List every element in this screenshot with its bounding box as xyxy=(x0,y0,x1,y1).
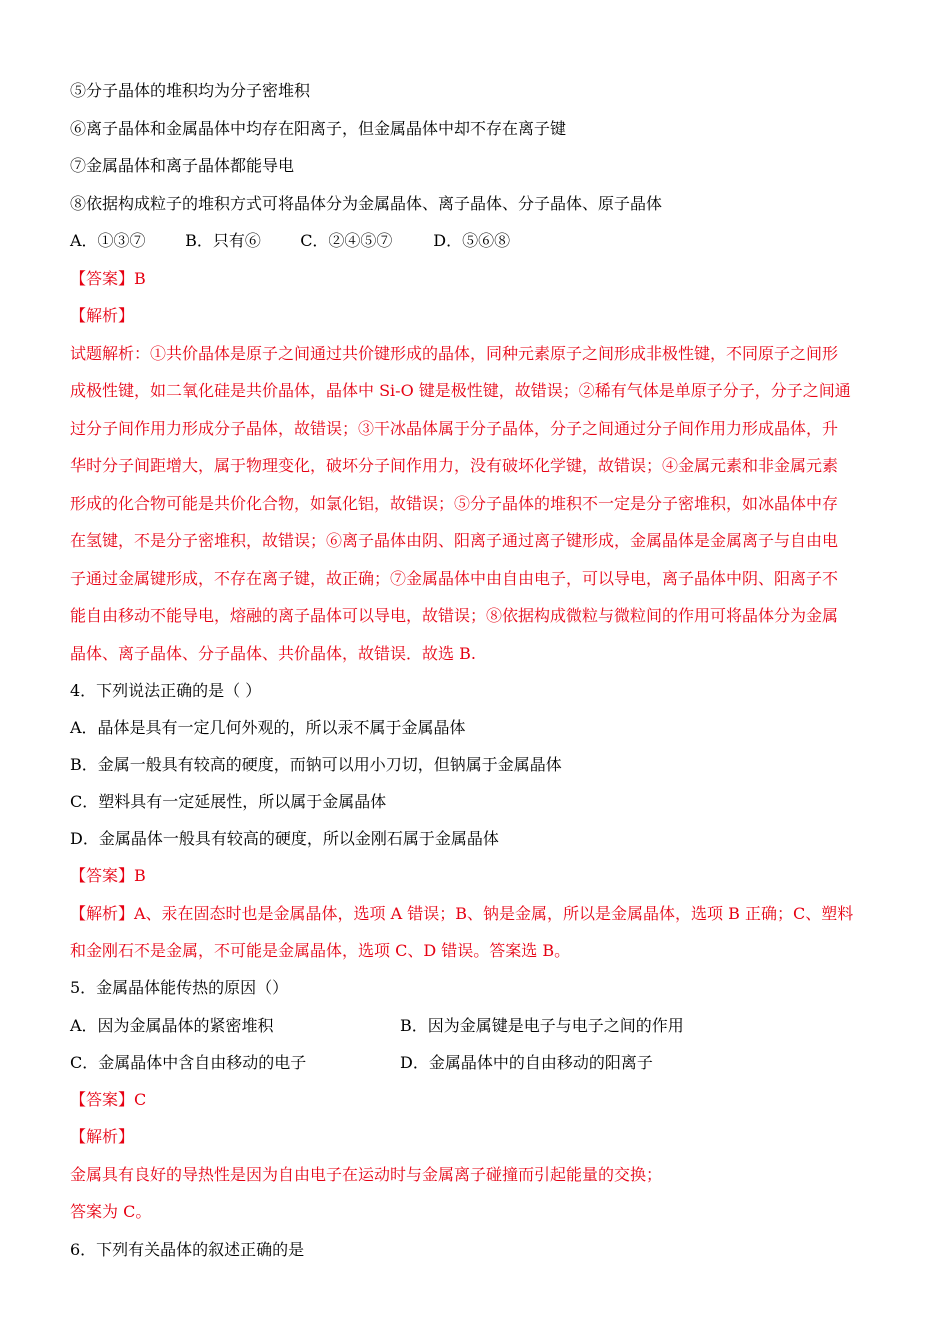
q3-answer: 【答案】B xyxy=(70,269,146,288)
q3-analysis-line: 华时分子间距增大，属于物理变化，破坏分子间作用力，没有破坏化学键，故错误；④金属元素和非金属元素 xyxy=(70,456,839,475)
q4-option-b: B．金属一般具有较高的硬度，而钠可以用小刀切，但钠属于金属晶体 xyxy=(70,755,562,774)
q5-options-row-1 xyxy=(70,1007,890,1045)
q4-stem: 4．下列说法正确的是（ ） xyxy=(70,681,262,700)
statement-7: ⑦金属晶体和离子晶体都能导电 xyxy=(70,156,295,175)
q5-options-row-2 xyxy=(70,1044,890,1082)
q3-option-a: A．①③⑦ xyxy=(70,231,146,250)
q4-option-c: C．塑料具有一定延展性，所以属于金属晶体 xyxy=(70,792,387,811)
q3-option-c: C．②④⑤⑦ xyxy=(300,231,393,250)
q3-analysis-line: 能自由移动不能导电，熔融的离子晶体可以导电，故错误；⑧依据构成微粒与微粒间的作用可将晶体分为金属 xyxy=(70,606,839,625)
q3-analysis-line: 成极性键，如二氧化硅是共价晶体，晶体中 Si-O 键是极性键，故错误；②稀有气体是单原子分子，分子之间通 xyxy=(70,381,851,400)
q3-analysis-line: 过分子间作用力形成分子晶体，故错误；③干冰晶体属于分子晶体，分子之间通过分子间作用力形成晶体，升 xyxy=(70,419,839,438)
q4-analysis-line: 和金刚石不是金属，不可能是金属晶体，选项 C、D 错误。答案选 B。 xyxy=(70,941,571,960)
q3-options xyxy=(70,222,890,260)
q3-analysis-line: 子通过金属键形成，不存在离子键，故正确；⑦金属晶体中由自由电子，可以导电，离子晶体中阴、阳离子不 xyxy=(70,569,839,588)
q3-option-b: B．只有⑥ xyxy=(185,231,261,250)
q5-answer: 【答案】C xyxy=(70,1090,147,1109)
q5-option-a: A．因为金属晶体的紧密堆积 xyxy=(70,1016,274,1035)
q3-analysis-line: 晶体、离子晶体、分子晶体、共价晶体，故错误．故选 B. xyxy=(70,644,476,663)
q4-answer: 【答案】B xyxy=(70,866,146,885)
q6-stem: 6．下列有关晶体的叙述正确的是 xyxy=(70,1240,305,1259)
q5-option-b: B．因为金属键是电子与电子之间的作用 xyxy=(400,1016,684,1035)
q4-option-a: A．晶体是具有一定几何外观的，所以汞不属于金属晶体 xyxy=(70,718,466,737)
q5-option-d: D．金属晶体中的自由移动的阳离子 xyxy=(400,1053,653,1072)
q5-option-c: C．金属晶体中含自由移动的电子 xyxy=(70,1053,307,1072)
q5-analysis-line: 答案为 C。 xyxy=(70,1202,152,1221)
statement-5: ⑤分子晶体的堆积均为分子密堆积 xyxy=(70,81,311,100)
q4-analysis-line: 【解析】A、汞在固态时也是金属晶体，选项 A 错误；B、钠是金属，所以是金属晶体，选项 B 正确；C、塑料 xyxy=(70,904,854,923)
statement-6: ⑥离子晶体和金属晶体中均存在阳离子，但金属晶体中却不存在离子键 xyxy=(70,119,567,138)
q3-analysis-line: 在氢键，不是分子密堆积，故错误；⑥离子晶体由阴、阳离子通过离子键形成，金属晶体是金属离子与自由电 xyxy=(70,531,839,550)
q3-analysis-line: 试题解析：①共价晶体是原子之间通过共价键形成的晶体，同种元素原子之间形成非极性键，不同原子之间形 xyxy=(70,344,839,363)
q3-analysis-label: 【解析】 xyxy=(70,306,135,325)
q5-stem: 5．金属晶体能传热的原因（） xyxy=(70,978,289,997)
q5-analysis-line: 金属具有良好的导热性是因为自由电子在运动时与金属离子碰撞而引起能量的交换； xyxy=(70,1165,663,1184)
statement-8: ⑧依据构成粒子的堆积方式可将晶体分为金属晶体、离子晶体、分子晶体、原子晶体 xyxy=(70,194,663,213)
q4-option-d: D．金属晶体一般具有较高的硬度，所以金刚石属于金属晶体 xyxy=(70,829,499,848)
q3-analysis-line: 形成的化合物可能是共价化合物，如氯化铝，故错误；⑤分子晶体的堆积不一定是分子密堆积，如冰晶体中存 xyxy=(70,494,839,513)
q3-option-d: D．⑤⑥⑧ xyxy=(433,231,511,250)
q5-analysis-label: 【解析】 xyxy=(70,1127,135,1146)
